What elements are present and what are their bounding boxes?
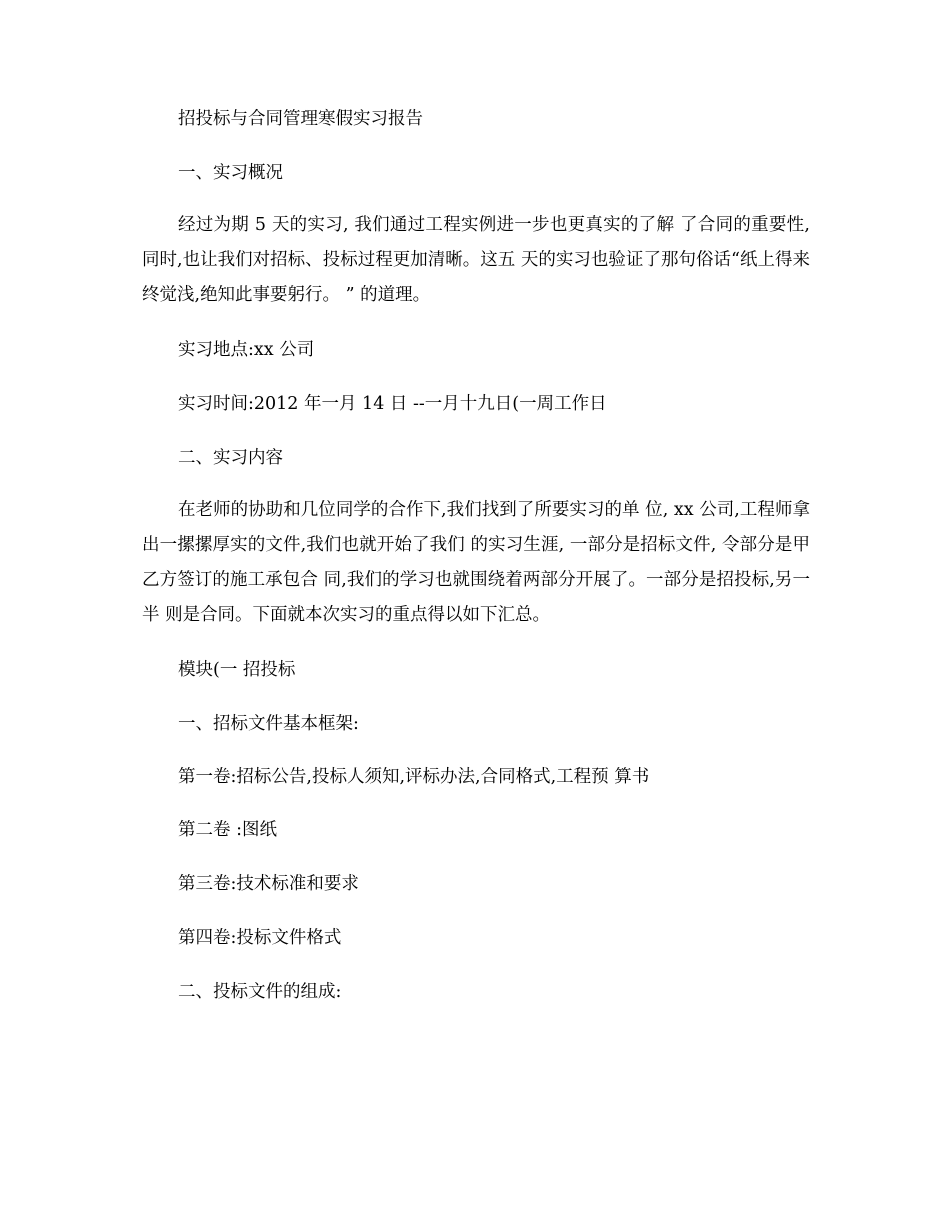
volume-1: 第一卷:招标公告,投标人须知,评标办法,合同格式,工程预 算书	[178, 767, 650, 787]
internship-location: 实习地点:xx 公司	[178, 340, 315, 360]
composition-heading: 二、投标文件的组成:	[178, 982, 342, 1002]
section-heading-content: 二、实习内容	[178, 448, 283, 468]
section-heading-overview: 一、实习概况	[178, 163, 283, 183]
module-heading: 模块(一 招投标	[178, 660, 296, 680]
document-title: 招投标与合同管理寒假实习报告	[178, 109, 423, 129]
framework-heading: 一、招标文件基本框架:	[178, 714, 359, 734]
volume-3: 第三卷:技术标准和要求	[178, 874, 359, 894]
content-paragraph: 在老师的协助和几位同学的合作下,我们找到了所要实习的单 位, xx 公司,工程师拿出一摞摞厚实的文件,我们也就开始了我们 的实习生涯, 一部分是招标文件, 令部分是甲乙方签订的施工承包合 同,我们的学习也就围绕着两部分开展了。一部分是招投标,另一半 则是合同。下面就本次实习的重点得以如下汇总。	[142, 500, 810, 625]
intro-paragraph: 经过为期 5 天的实习, 我们通过工程实例进一步也更真实的了解 了合同的重要性,同时,也让我们对招标、投标过程更加清晰。这五 天的实习也验证了那句俗话“纸上得来终觉浅,绝知此事要躬行。 ” 的道理。	[142, 215, 810, 305]
volume-4: 第四卷:投标文件格式	[178, 928, 342, 948]
internship-time: 实习时间:2012 年一月 14 日 --一月十九日(一周工作日	[178, 394, 607, 414]
volume-2: 第二卷 :图纸	[178, 820, 277, 840]
